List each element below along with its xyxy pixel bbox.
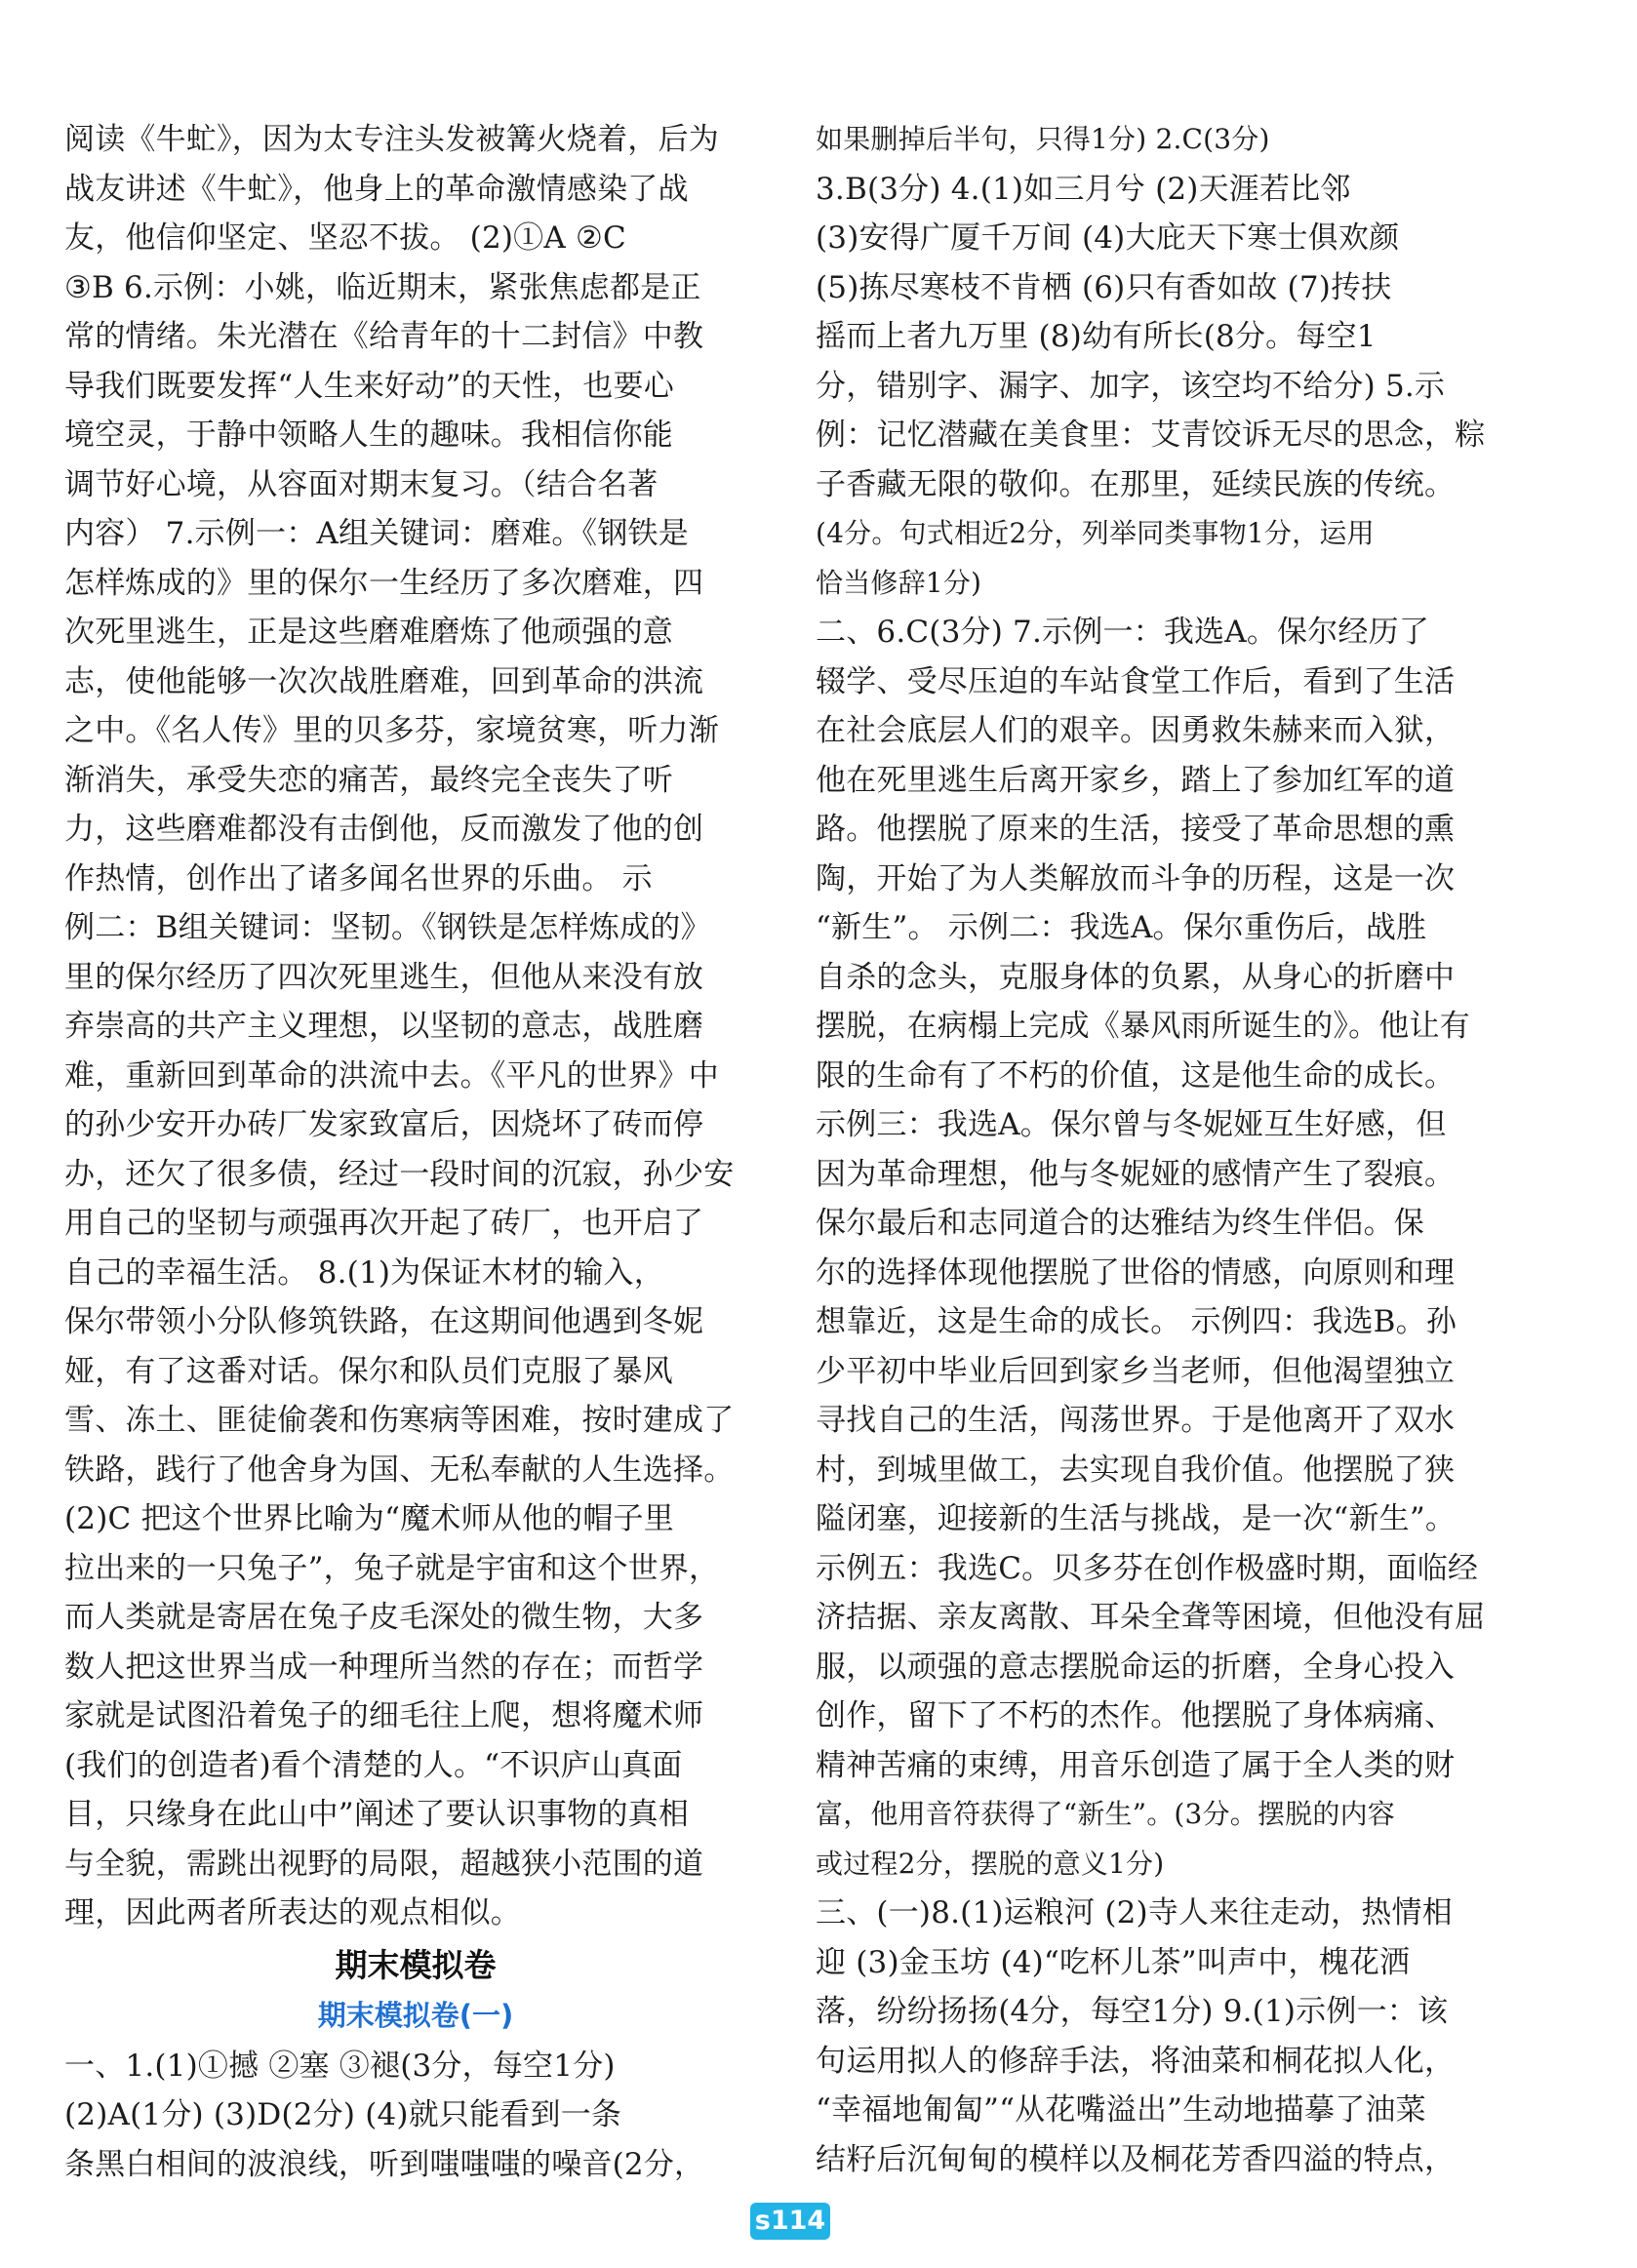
text-line: (2)C 把这个世界比喻为“魔术师从他的帽子里 xyxy=(64,1501,674,1536)
text-line: 弃崇高的共产主义理想，以坚韧的意志，战胜磨 xyxy=(64,1009,704,1044)
text-line: 创作，留下了不朽的杰作。他摆脱了身体病痛、 xyxy=(816,1698,1456,1733)
text-line: 结籽后沉甸甸的模样以及桐花芳香四溢的特点， xyxy=(816,2141,1456,2177)
text-line: 摇而上者九万里 (8)幼有所长(8分。每空1 xyxy=(816,319,1377,354)
text-line: 济拮据、亲友离散、耳朵全聋等困境，但他没有屈 xyxy=(816,1600,1486,1635)
text-line: 因为革命理想，他与冬妮娅的感情产生了裂痕。 xyxy=(816,1156,1456,1192)
sub-title: 期末模拟卷(一) xyxy=(317,1998,514,2032)
text-line: 怎样炼成的》里的保尔一生经历了多次磨难，四 xyxy=(64,565,704,601)
text-line: 阅读《牛虻》，因为太专注头发被篝火烧着，后为 xyxy=(64,122,719,157)
text-line: 二、6.C(3分) 7.示例一：我选A。保尔经历了 xyxy=(816,615,1430,650)
text-line: (3)安得广厦千万间 (4)大庇天下寒士俱欢颜 xyxy=(816,220,1400,256)
text-line: 恰当修辞1分) xyxy=(816,566,982,599)
text-line: 难，重新回到革命的洪流中去。《平凡的世界》中 xyxy=(64,1057,719,1094)
text-line: 在社会底层人们的艰辛。因勇救朱赫来而入狱， xyxy=(816,713,1456,748)
text-line: 办，还欠了很多债，经过一段时间的沉寂，孙少安 xyxy=(64,1156,735,1192)
section-title: 期末模拟卷 xyxy=(335,1945,497,1984)
left-text-block-b xyxy=(64,2042,767,2190)
text-line: 句运用拟人的修辞手法，将油菜和桐花拟人化， xyxy=(816,2043,1456,2079)
text-line: ③B 6.示例：小姚，临近期末，紧张焦虑都是正 xyxy=(64,269,701,305)
text-line: 3.B(3分) 4.(1)如三月兮 (2)天涯若比邻 xyxy=(816,171,1351,207)
text-line: 雪、冻土、匪徒偷袭和伤寒病等困难，按时建成了 xyxy=(64,1403,735,1438)
text-line: 拉出来的一只兔子”，兔子就是宇宙和这个世界， xyxy=(64,1550,720,1586)
text-line: 家就是试图沿着兔子的细毛往上爬，想将魔术师 xyxy=(64,1698,704,1733)
text-line: “幸福地匍匐”“从花嘴溢出”生动地描摹了油菜 xyxy=(816,2092,1426,2128)
text-line: 自杀的念头，克服身体的负累，从身心的折磨中 xyxy=(816,959,1456,995)
text-line: 战友讲述《牛虻》，他身上的革命激情感染了战 xyxy=(64,171,689,207)
text-line: 用自己的坚韧与顽强再次开起了砖厂，也开启了 xyxy=(64,1206,704,1241)
text-line: 迎 (3)金玉坊 (4)“吃杯儿茶”叫声中，槐花洒 xyxy=(816,1944,1411,1980)
text-line: 陶，开始了为人类解放而斗争的历程，这是一次 xyxy=(816,860,1456,896)
text-line: 他在死里逃生后离开家乡，踏上了参加红军的道 xyxy=(816,762,1456,798)
text-line: 保尔带领小分队修筑铁路，在这期间他遇到冬妮 xyxy=(64,1304,704,1339)
text-line: 目，只缘身在此山中”阐述了要认识事物的真相 xyxy=(64,1797,690,1832)
left-column xyxy=(64,115,767,2189)
text-line: “新生”。 示例二：我选A。保尔重伤后，战胜 xyxy=(816,910,1427,945)
text-line: (我们的创造者)看个清楚的人。“不识庐山真面 xyxy=(64,1747,683,1783)
text-line: 富，他用音符获得了“新生”。(3分。摆脱的内容 xyxy=(816,1798,1395,1830)
left-text-block-a xyxy=(64,115,767,1938)
text-line: 寻找自己的生活，闯荡世界。于是他离开了双水 xyxy=(816,1403,1456,1438)
text-line: 分，错别字、漏字、加字，该空均不给分) 5.示 xyxy=(816,368,1446,404)
text-line: 例二：B组关键词：坚韧。《钢铁是怎样炼成的》 xyxy=(64,910,711,945)
text-line: 或过程2分，摆脱的意义1分) xyxy=(816,1847,1165,1880)
text-line: 力，这些磨难都没有击倒他，反而激发了他的创 xyxy=(64,812,704,847)
text-line: 自己的幸福生活。 8.(1)为保证木材的输入， xyxy=(64,1254,664,1291)
text-line: 示例三：我选A。保尔曾与冬妮娅互生好感，但 xyxy=(816,1107,1447,1142)
text-line: 一、1.(1)①撼 ②塞 ③褪(3分，每空1分) xyxy=(64,2048,616,2084)
text-line: (4分。句式相近2分，列举同类事物1分，运用 xyxy=(816,517,1375,549)
text-line: 数人把这世界当成一种理所当然的存在；而哲学 xyxy=(64,1649,704,1685)
text-line: 的孙少安开办砖厂发家致富后，因烧坏了砖而停 xyxy=(64,1107,704,1142)
text-line: 保尔最后和志同道合的达雅结为终生伴侣。保 xyxy=(816,1206,1424,1241)
text-line: 调节好心境，从容面对期末复习。（结合名著 xyxy=(64,466,659,502)
text-line: 里的保尔经历了四次死里逃生，但他从来没有放 xyxy=(64,959,704,995)
text-line: 如果删掉后半句，只得1分) 2.C(3分) xyxy=(816,123,1270,155)
text-line: 渐消失，承受失恋的痛苦，最终完全丧失了听 xyxy=(64,762,673,798)
text-line: 尔的选择体现他摆脱了世俗的情感，向原则和理 xyxy=(816,1254,1456,1291)
text-line: 少平初中毕业后回到家乡当老师，但他渴望独立 xyxy=(816,1353,1456,1389)
text-line: 之中。《名人传》里的贝多芬，家境贫寒，听力渐 xyxy=(64,713,719,748)
text-line: 辍学、受尽压迫的车站食堂工作后，看到了生活 xyxy=(816,663,1456,699)
text-line: 示例五：我选C。贝多芬在创作极盛时期，面临经 xyxy=(816,1550,1479,1586)
text-line: (2)A(1分) (3)D(2分) (4)就只能看到一条 xyxy=(64,2097,622,2132)
text-line: (5)拣尽寒枝不肯栖 (6)只有香如故 (7)抟扶 xyxy=(816,269,1392,305)
text-line: 服，以顽强的意志摆脱命运的折磨，全身心投入 xyxy=(816,1649,1456,1685)
text-line: 子香藏无限的敬仰。在那里，延续民族的传统。 xyxy=(816,466,1456,502)
text-line: 常的情绪。朱光潜在《给青年的十二封信》中教 xyxy=(64,319,704,354)
text-line: 境空灵，于静中领略人生的趣味。我相信你能 xyxy=(64,418,673,453)
right-column xyxy=(816,115,1514,2184)
text-line: 理，因此两者所表达的观点相似。 xyxy=(64,1895,521,1930)
text-line: 条黑白相间的波浪线，听到嗤嗤嗤的噪音(2分， xyxy=(64,2146,705,2182)
text-line: 村，到城里做工，去实现自我价值。他摆脱了狭 xyxy=(816,1452,1456,1488)
text-line: 次死里逃生，正是这些磨难磨炼了他顽强的意 xyxy=(64,615,673,650)
text-line: 与全貌，需跳出视野的局限，超越狭小范围的道 xyxy=(64,1846,704,1882)
text-line: 想靠近，这是生命的成长。 示例四：我选B。孙 xyxy=(816,1304,1457,1339)
text-line: 落，纷纷扬扬(4分，每空1分) 9.(1)示例一：该 xyxy=(816,1994,1449,2029)
text-line: 铁路，践行了他舍身为国、无私奉献的人生选择。 xyxy=(64,1452,735,1488)
right-text-block xyxy=(816,115,1514,2184)
text-line: 路。他摆脱了原来的生活，接受了革命思想的熏 xyxy=(816,812,1456,847)
text-line: 限的生命有了不朽的价值，这是他生命的成长。 xyxy=(816,1057,1456,1094)
text-line: 三、(一)8.(1)运粮河 (2)寺人来往走动，热情相 xyxy=(816,1895,1453,1930)
text-line: 作热情，创作出了诸多闻名世界的乐曲。 示 xyxy=(64,860,653,896)
text-line: 摆脱，在病榻上完成《暴风雨所诞生的》。他让有 xyxy=(816,1009,1470,1044)
text-line: 内容） 7.示例一：A组关键词：磨难。《钢铁是 xyxy=(64,516,689,551)
page-number-badge: s114 xyxy=(750,2203,830,2240)
text-line: 隘闭塞，迎接新的生活与挑战，是一次“新生”。 xyxy=(816,1501,1457,1536)
text-line: 精神苦痛的束缚，用音乐创造了属于全人类的财 xyxy=(816,1747,1456,1783)
text-line: 而人类就是寄居在兔子皮毛深处的微生物，大多 xyxy=(64,1600,704,1635)
text-line: 例：记忆潜藏在美食里：艾青饺诉无尽的思念，粽 xyxy=(816,418,1486,453)
text-line: 志，使他能够一次次战胜磨难，回到革命的洪流 xyxy=(64,663,704,699)
text-line: 导我们既要发挥“人生来好动”的天性，也要心 xyxy=(64,368,674,404)
text-line: 友，他信仰坚定、坚忍不拔。 (2)①A ②C xyxy=(64,220,626,256)
text-line: 娅，有了这番对话。保尔和队员们克服了暴风 xyxy=(64,1353,673,1389)
